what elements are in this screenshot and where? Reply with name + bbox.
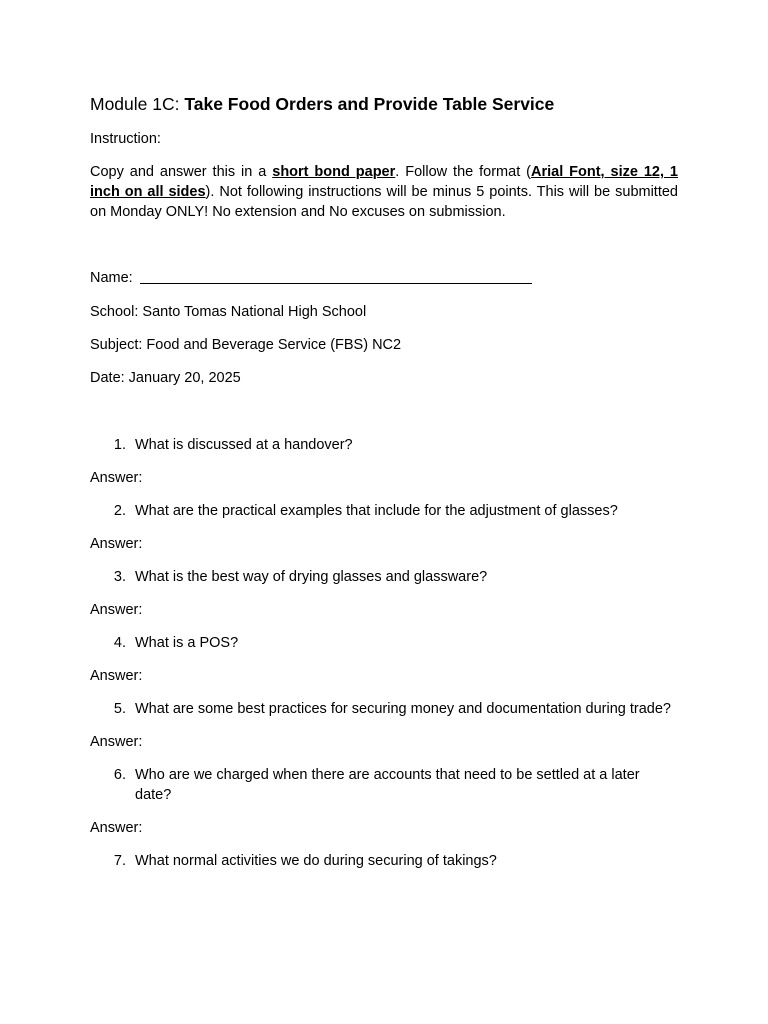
document-content bbox=[90, 93, 678, 871]
question-item bbox=[90, 435, 678, 488]
question bbox=[90, 435, 678, 455]
name-field bbox=[90, 268, 678, 288]
question-number: 3. bbox=[113, 569, 126, 585]
question bbox=[90, 765, 678, 805]
question bbox=[90, 633, 678, 653]
question-number: 7. bbox=[113, 853, 126, 869]
school-line: School: Santo Tomas National High School bbox=[90, 304, 367, 320]
question-item bbox=[90, 567, 678, 620]
answer-label: Answer: bbox=[90, 470, 143, 486]
question-item bbox=[90, 699, 678, 752]
instruction-text-part-1: Copy and answer this in a bbox=[90, 164, 273, 180]
instruction-text-part-3: ). Not following instructions will be minus 5 points. This will be submitted on Monday ONLY! No extension and No excuses on submission. bbox=[90, 184, 678, 220]
instruction-label: Instruction: bbox=[90, 131, 161, 147]
question-item bbox=[90, 765, 678, 838]
question-list bbox=[90, 435, 678, 871]
question bbox=[90, 567, 678, 587]
question-text: What is a POS? bbox=[135, 635, 239, 651]
question-text: Who are we charged when there are accounts that need to be settled at a later date? bbox=[135, 767, 640, 803]
question-text: What are the practical examples that include for the adjustment of glasses? bbox=[135, 503, 618, 519]
question-item bbox=[90, 851, 678, 871]
module-prefix: Module 1C: bbox=[90, 94, 185, 114]
question-number: 4. bbox=[113, 635, 126, 651]
question-text: What are some best practices for securing money and documentation during trade? bbox=[135, 701, 671, 717]
answer-label: Answer: bbox=[90, 602, 143, 618]
question-item bbox=[90, 501, 678, 554]
question-number: 5. bbox=[113, 701, 126, 717]
question-text: What normal activities we do during securing of takings? bbox=[135, 853, 497, 869]
module-title bbox=[90, 93, 678, 115]
answer-label: Answer: bbox=[90, 668, 143, 684]
question-text: What is the best way of drying glasses and glassware? bbox=[135, 569, 488, 585]
question-number: 2. bbox=[113, 503, 126, 519]
module-title-text: Take Food Orders and Provide Table Service bbox=[184, 94, 555, 114]
question-number: 1. bbox=[113, 437, 126, 453]
question bbox=[90, 501, 678, 521]
name-label: Name: bbox=[90, 270, 133, 286]
answer-label: Answer: bbox=[90, 820, 143, 836]
question bbox=[90, 851, 678, 871]
instruction-text bbox=[90, 162, 678, 222]
instruction-emphasis-paper: short bond paper bbox=[272, 164, 396, 180]
question-text: What is discussed at a handover? bbox=[135, 437, 353, 453]
question bbox=[90, 699, 678, 719]
instruction-emphasis-format: Arial Font, size 12, 1 inch on all sides bbox=[90, 164, 678, 200]
instruction-text-part-2: . Follow the format ( bbox=[395, 164, 531, 180]
subject-line: Subject: Food and Beverage Service (FBS) NC2 bbox=[90, 337, 402, 353]
answer-label: Answer: bbox=[90, 536, 143, 552]
answer-label: Answer: bbox=[90, 734, 143, 750]
name-blank-line[interactable] bbox=[140, 282, 532, 284]
date-line: Date: January 20, 2025 bbox=[90, 370, 241, 386]
question-item bbox=[90, 633, 678, 686]
question-number: 6. bbox=[113, 767, 126, 783]
